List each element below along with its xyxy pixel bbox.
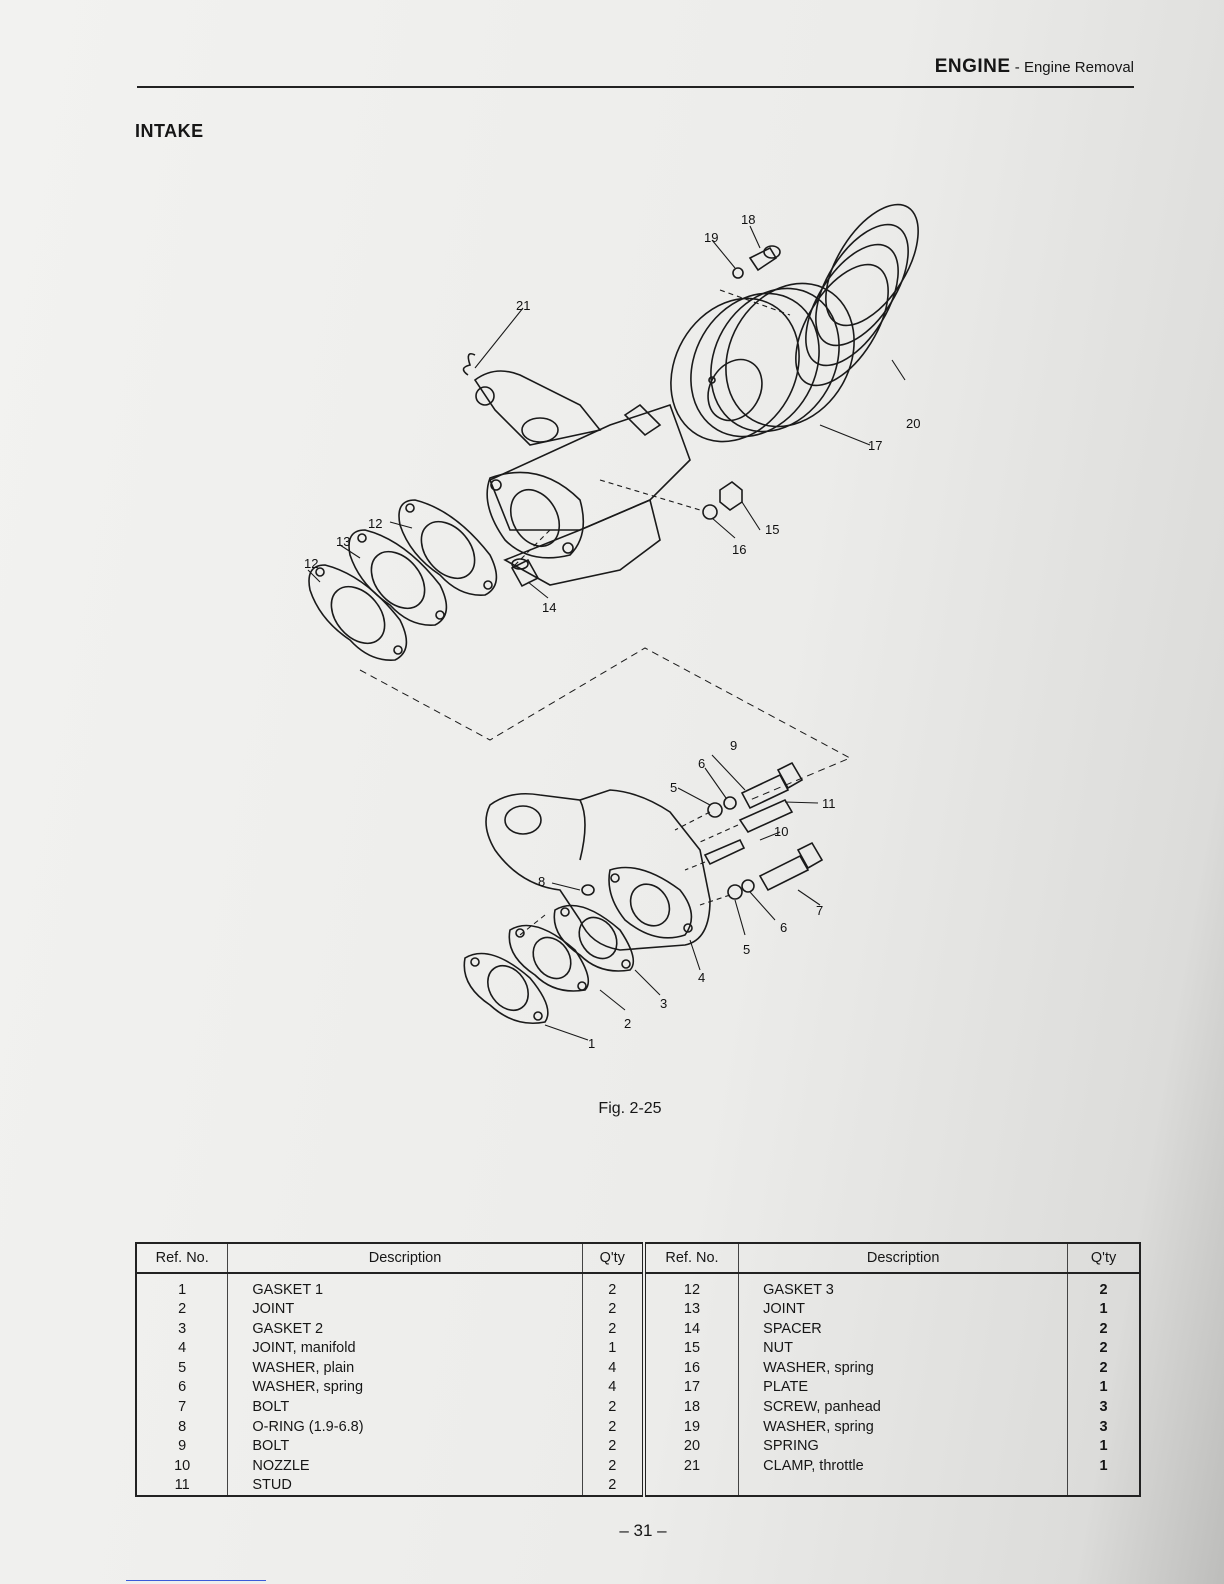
desc-cell <box>739 1475 1068 1496</box>
desc-cell: SPRING <box>739 1436 1068 1456</box>
callout-6-lower: 6 <box>780 920 788 935</box>
desc-cell: BOLT <box>228 1436 582 1456</box>
spring-washer-lower-drawing <box>742 880 754 892</box>
ref-cell: 10 <box>136 1456 228 1476</box>
ref-cell <box>644 1475 739 1496</box>
desc-cell: O-RING (1.9-6.8) <box>228 1417 582 1437</box>
desc-cell: WASHER, spring <box>739 1417 1068 1437</box>
qty-cell: 2 <box>582 1319 644 1339</box>
table-row <box>136 1456 1140 1476</box>
callout-2: 2 <box>624 1016 632 1031</box>
qty-cell: 2 <box>1099 1340 1108 1357</box>
callout-5: 5 <box>670 780 678 795</box>
header-qty: Q'ty <box>582 1243 644 1273</box>
header-qty-2: Q'ty <box>1068 1243 1140 1273</box>
callout-20: 20 <box>906 416 921 431</box>
qty-cell: 1 <box>1099 1438 1108 1455</box>
ref-cell: 14 <box>644 1319 739 1339</box>
qty-cell: 2 <box>582 1456 644 1476</box>
ref-cell: 7 <box>136 1397 228 1417</box>
qty-cell: 4 <box>582 1358 644 1378</box>
ref-cell: 4 <box>136 1339 228 1359</box>
page-number: – 31 – <box>619 1521 667 1540</box>
callout-11: 11 <box>822 796 836 811</box>
spacer-drawing <box>512 559 538 586</box>
table-header-row <box>136 1243 1140 1273</box>
ref-cell: 1 <box>136 1273 228 1300</box>
desc-cell: BOLT <box>228 1397 582 1417</box>
callout-18: 18 <box>741 212 756 227</box>
screw-drawing <box>750 246 780 270</box>
ref-cell: 16 <box>644 1358 739 1378</box>
header-section: ENGINE <box>934 56 1011 77</box>
qty-cell <box>1068 1475 1140 1496</box>
table-row <box>136 1358 1140 1378</box>
desc-cell: SPACER <box>739 1319 1068 1339</box>
desc-cell: NUT <box>739 1339 1068 1359</box>
header-description: Description <box>228 1243 582 1273</box>
ref-cell: 11 <box>136 1475 228 1496</box>
callout-7: 7 <box>816 903 824 918</box>
nut-drawing <box>720 482 742 510</box>
desc-cell: JOINT, manifold <box>228 1339 582 1359</box>
desc-cell: WASHER, spring <box>228 1378 582 1398</box>
lower-gaskets-drawing <box>464 906 633 1024</box>
ref-cell: 3 <box>136 1319 228 1339</box>
desc-cell: WASHER, plain <box>228 1358 582 1378</box>
qty-cell: 4 <box>582 1378 644 1398</box>
ref-cell: 15 <box>644 1339 739 1359</box>
table-row <box>136 1300 1140 1320</box>
plain-washer-lower-drawing <box>728 885 742 899</box>
callout-4: 4 <box>698 970 706 985</box>
qty-cell: 1 <box>582 1339 644 1359</box>
header-subsection: Engine Removal <box>1023 59 1134 76</box>
bolt-lower-drawing <box>760 843 822 890</box>
figure-caption: Fig. 2-25 <box>598 1100 662 1117</box>
ref-cell: 8 <box>136 1417 228 1437</box>
qty-cell: 2 <box>1099 1359 1108 1376</box>
qty-cell: 1 <box>1099 1379 1108 1396</box>
ref-cell: 19 <box>644 1417 739 1437</box>
callout-19: 19 <box>704 230 719 245</box>
qty-cell: 1 <box>1099 1457 1108 1474</box>
callout-21: 21 <box>516 298 531 313</box>
desc-cell: GASKET 2 <box>228 1319 582 1339</box>
ref-cell: 17 <box>644 1378 739 1398</box>
qty-cell: 1 <box>1099 1301 1108 1318</box>
desc-cell: NOZZLE <box>228 1456 582 1476</box>
table-row <box>136 1273 1140 1300</box>
header-ref-no: Ref. No. <box>136 1243 228 1273</box>
callout-labels <box>304 212 920 1051</box>
header-ref-no-2: Ref. No. <box>644 1243 739 1273</box>
qty-cell: 2 <box>582 1273 644 1300</box>
ref-cell: 18 <box>644 1397 739 1417</box>
table-row <box>136 1475 1140 1496</box>
callout-15: 15 <box>765 522 780 537</box>
table-row <box>136 1339 1140 1359</box>
qty-cell: 2 <box>582 1397 644 1417</box>
screw-washer-drawing <box>733 268 743 278</box>
bolt-upper-drawing <box>742 763 802 808</box>
spring-drawing <box>777 200 937 401</box>
desc-cell: JOINT <box>739 1300 1068 1320</box>
running-header <box>137 56 1134 84</box>
desc-cell: STUD <box>228 1475 582 1496</box>
parts-table <box>135 1242 1141 1497</box>
desc-cell: SCREW, panhead <box>739 1397 1068 1417</box>
callout-9: 9 <box>730 738 738 753</box>
o-ring-drawing <box>582 885 594 895</box>
ref-cell: 2 <box>136 1300 228 1320</box>
callout-1: 1 <box>588 1036 596 1051</box>
table-row <box>136 1417 1140 1437</box>
header-rule <box>137 86 1134 88</box>
parts-table-body <box>136 1273 1140 1496</box>
qty-cell: 2 <box>1099 1320 1108 1337</box>
spring-washer-upper-drawing <box>724 797 736 809</box>
callout-6: 6 <box>698 756 706 771</box>
ref-cell: 9 <box>136 1436 228 1456</box>
qty-cell: 2 <box>582 1436 644 1456</box>
plain-washer-drawing <box>708 803 722 817</box>
desc-cell: JOINT <box>228 1300 582 1320</box>
callout-12-upper: 12 <box>368 516 383 531</box>
qty-cell: 3 <box>1099 1398 1108 1415</box>
link-underline <box>126 1580 266 1581</box>
table-row <box>136 1397 1140 1417</box>
ref-cell: 5 <box>136 1358 228 1378</box>
qty-cell: 3 <box>1099 1418 1108 1435</box>
ref-cell: 21 <box>644 1456 739 1476</box>
table-row <box>136 1319 1140 1339</box>
exploded-parts-diagram <box>280 200 980 1080</box>
ref-cell: 13 <box>644 1300 739 1320</box>
callout-13: 13 <box>336 534 351 549</box>
callout-5-lower: 5 <box>743 942 751 957</box>
qty-cell: 2 <box>582 1300 644 1320</box>
ref-cell: 6 <box>136 1378 228 1398</box>
table-row <box>136 1378 1140 1398</box>
carburetor-drawing <box>463 354 690 585</box>
desc-cell: GASKET 3 <box>739 1273 1068 1300</box>
callout-10: 10 <box>774 824 789 839</box>
qty-cell: 2 <box>582 1475 644 1496</box>
ref-cell: 20 <box>644 1436 739 1456</box>
table-row <box>136 1436 1140 1456</box>
desc-cell: CLAMP, throttle <box>739 1456 1068 1476</box>
ref-cell: 12 <box>644 1273 739 1300</box>
callout-12-lower: 12 <box>304 556 319 571</box>
callout-14: 14 <box>542 600 557 615</box>
header-separator: - <box>1010 59 1024 76</box>
upper-gaskets-drawing <box>309 500 496 660</box>
desc-cell: PLATE <box>739 1378 1068 1398</box>
desc-cell: GASKET 1 <box>228 1273 582 1300</box>
nozzle-drawing <box>705 840 744 864</box>
qty-cell: 2 <box>582 1417 644 1437</box>
desc-cell: WASHER, spring <box>739 1358 1068 1378</box>
callout-16: 16 <box>732 542 747 557</box>
header-description-2: Description <box>739 1243 1068 1273</box>
spring-washer-drawing <box>703 505 717 519</box>
callout-17: 17 <box>868 438 883 453</box>
callout-8: 8 <box>538 874 546 889</box>
callout-3: 3 <box>660 996 668 1011</box>
qty-cell: 2 <box>1099 1281 1108 1298</box>
section-title: INTAKE <box>135 121 204 141</box>
